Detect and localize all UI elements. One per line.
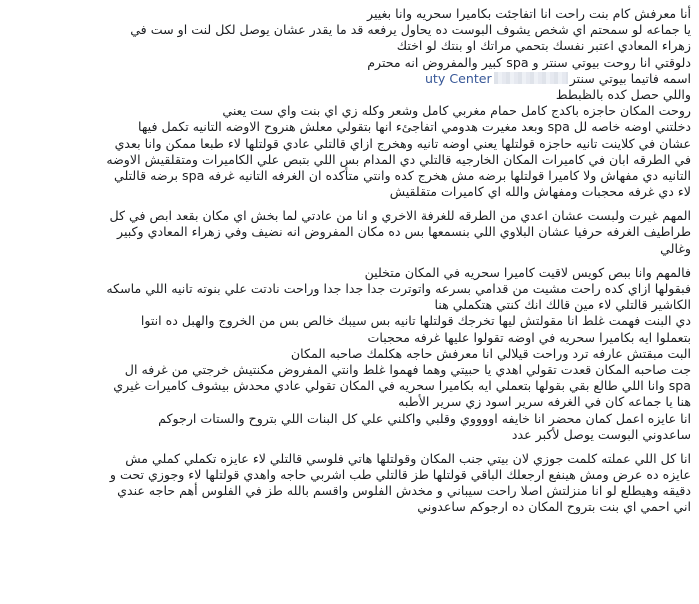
- redacted-text: [494, 72, 568, 84]
- post-line: في الطرقه ابان في كاميرات المكان الخارجيه قالتلي دي المدام بس اللي بتبص علي الكاميرات ومتقلقيش الاوضه: [106, 151, 691, 167]
- post-line: المهم غيرت ولبست عشان اعدي من الطرقه للغرفة الاخري و انا من عادتي لما بخش اي مكان بقعد ابص في كل: [109, 208, 691, 224]
- post-line: طراطيف الغرفه حرفيا عشان البلاوي اللي بنسمعها بس ده مكان المفروض انه نضيف وفي زهراء المعادي وكبير: [117, 224, 691, 240]
- post-line: الكاشير قالتلي لاء مين قالك انك كنتي هتكملي هنا: [434, 297, 691, 313]
- paragraph-gap: [8, 443, 691, 451]
- paragraph-gap: [8, 200, 691, 208]
- post-line: عشان في كلاينت تانيه حاجزه قولتلها يعني اوضه تانيه وهخرج ازاي قالتلي عادي قولتلها لاء طبعا ممكن وانا بعدي: [114, 135, 691, 151]
- post-line: ساعدوني البوست يوصل لأكبر عدد: [511, 426, 691, 442]
- center-name-prefix: اسمه فاتيما بيوتي سنتر: [569, 70, 691, 86]
- post-line: دخلتني اوضه خاصه لل spa وبعد مغيرت هدومي اتفاجئء انها بتقولي معلش هنروح الاوضه التانيه تكمل فيها: [138, 119, 691, 135]
- post-line: انا كل اللي عملته كلمت جوزي لان بيتي جنب المكان وقولتلها هاتي فلوسي قالتلي لاء عايزه تكملي كملي مش: [125, 450, 691, 466]
- post-line: دقيقه وهيطلع لو انا منزلتش اصلا راحت سيباني و مخدش الفلوس واقسم بالله طز في الفلوس أهم حاجه عندي: [117, 483, 691, 499]
- post-line: بتعملوا ايه بكاميرا سحريه في اوضه تقولوا عليها غرفه محجبات: [367, 329, 691, 345]
- post-line: spa وانا اللي طالع بقي بقولها بتعملي ايه بكاميرا سحريه في المكان تقولي عادي محدش بيشوف كاميرات غيري: [113, 378, 691, 394]
- post-line: روحت المكان حاجزه باكدج كامل حمام مغربي كامل وشعر وكله زي اي بنت واي ست يعني: [222, 103, 691, 119]
- post-line: هنا يا جماعه كان في الغرفه سرير اسود زي سرير الأطبه: [398, 394, 691, 410]
- post-line: أنا معرفش كام بنت راحت انا اتفاجئت بكاميرا سحريه وانا بغيير: [367, 6, 691, 21]
- post-line: فبقولها ازاي كده راحت مشيت من قدامي بسرعه واتوترت جدا جدا جدا وراحت نادتت علي بنوته تانيه اللي ماسكه: [106, 281, 691, 296]
- post-line-center-name: [8, 71, 691, 87]
- post-line: يا جماعه لو سمحتم اي شخص يشوف البوست ده يحاول يرفعه قد ما يقدر عشان يوصل لكل لنت او ست في: [130, 22, 691, 38]
- paragraph-gap: [8, 257, 691, 265]
- post-body: [8, 6, 691, 516]
- post-line: التانيه دي مفهاش ولا كاميرا قولتلها برضه مش هخرج كده وانتي متأكده ان الغرفه التانيه غرفه spa برضه قالتلي: [113, 167, 691, 183]
- post-line: لاء دي غرفه محجبات ومفهاش والله اي كاميرات متقلقيش: [389, 184, 691, 200]
- post-line: البت مبقتش عارفه ترد وراحت قيلالي انا معرفش حاجه هكلمك صاحبه المكان: [290, 345, 691, 361]
- post-line: دي البنت فهمت غلط انا مقولتش ليها تخرجك قولتلها تانيه بس سيبك خالص بس من الخروج والهبل ده انتوا: [140, 313, 691, 329]
- post-line: واللي حصل كده بالظبطط: [555, 86, 691, 102]
- post-line: وغالي: [660, 240, 691, 256]
- post-line: اني احمي اي بنت بتروح المكان ده ارجوكم ساعدوني: [417, 499, 691, 515]
- post-line: جت صاحبه المكان قعدت تقولي اهدي يا حبيتي وهما فهموا غلط وانتي المفروض مكنتيش خرجتي من غرفه ال: [124, 361, 691, 377]
- post-line: عايزه ده عرض ومش هينفع ارجعلك الباقي قولتلها طز قالتلي طب اشربي حاجه واهدي قولتلها لاء وجوزي تحت و: [109, 467, 691, 483]
- post-line: انا عايزه اعمل كمان محضر انا خايفه اووووي وقلبي واكلني علي كل البنات اللي بتروح والستات ارجوكم: [158, 410, 691, 426]
- center-name-link[interactable]: uty Center: [424, 70, 492, 86]
- post-line: زهراء المعادي اعتبر نفسك بتحمي مراتك او بنتك لو اختك: [396, 38, 691, 54]
- post-line: فالمهم وانا ببص كويس لاقيت كاميرا سحريه في المكان متخلين: [364, 264, 691, 280]
- post-line: دلوقتي انا روحت بيوتي سنتر و spa كبير والمفروض انه محترم: [367, 54, 691, 70]
